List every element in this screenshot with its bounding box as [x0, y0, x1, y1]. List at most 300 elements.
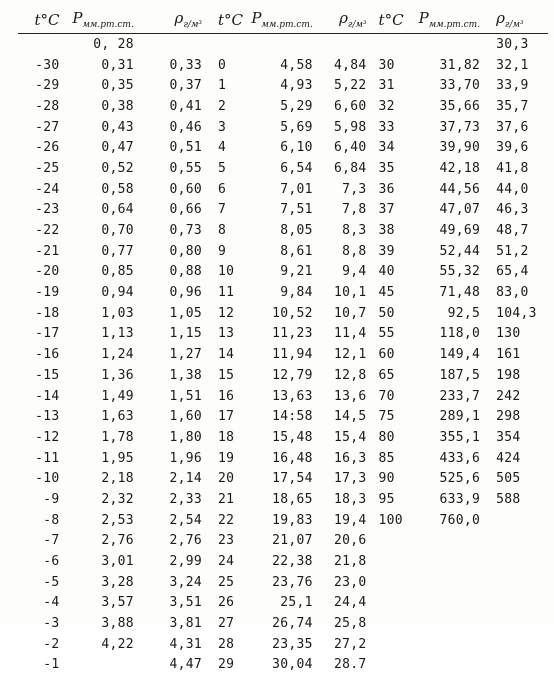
- density-cell: 3,51: [142, 593, 212, 614]
- pressure-cell: 21,07: [249, 531, 319, 552]
- density-cell: 10,1: [319, 282, 375, 303]
- pressure-cell: 49,69: [416, 220, 488, 241]
- pressure-cell: 9,21: [249, 262, 319, 283]
- density-cell: 24,4: [319, 593, 375, 614]
- temp-cell: -13: [18, 406, 65, 427]
- col-header-density: $\rho_{г/м^3}$: [319, 6, 375, 34]
- temp-cell: 65: [375, 365, 416, 386]
- temp-cell: 11: [212, 282, 249, 303]
- temp-cell: 7: [212, 200, 249, 221]
- density-cell: 0,66: [142, 200, 212, 221]
- table-row: [18, 220, 548, 241]
- temp-cell: -14: [18, 386, 65, 407]
- temp-cell: 27: [212, 613, 249, 634]
- density-cell: 242: [488, 386, 548, 407]
- pressure-cell: 0,70: [65, 220, 141, 241]
- pressure-cell: 31,82: [416, 55, 488, 76]
- pressure-cell: 13,63: [249, 386, 319, 407]
- pressure-cell: 22,38: [249, 551, 319, 572]
- temp-cell: -15: [18, 365, 65, 386]
- pressure-cell: 11,23: [249, 324, 319, 345]
- pressure-cell: 71,48: [416, 282, 488, 303]
- temp-cell: 2: [212, 96, 249, 117]
- temp-cell: -30: [18, 55, 65, 76]
- temp-cell: -24: [18, 179, 65, 200]
- pressure-cell: 4,93: [249, 75, 319, 96]
- pressure-cell: 6,10: [249, 137, 319, 158]
- temp-cell: [375, 572, 416, 593]
- density-cell: 0,60: [142, 179, 212, 200]
- pressure-cell: 18,65: [249, 489, 319, 510]
- pressure-cell: 1,03: [65, 303, 141, 324]
- temp-cell: -2: [18, 634, 65, 655]
- temp-cell: 29: [212, 655, 249, 675]
- temp-cell: 75: [375, 406, 416, 427]
- density-cell: [319, 34, 375, 55]
- temp-cell: [375, 34, 416, 55]
- temp-cell: -4: [18, 593, 65, 614]
- temp-cell: 17: [212, 406, 249, 427]
- pressure-cell: 6,54: [249, 158, 319, 179]
- temp-cell: [18, 34, 65, 55]
- temp-cell: [375, 551, 416, 572]
- density-cell: 17,3: [319, 468, 375, 489]
- pressure-cell: [249, 34, 319, 55]
- table-row: [18, 200, 548, 221]
- pressure-cell: 5,29: [249, 96, 319, 117]
- pressure-cell: 1,36: [65, 365, 141, 386]
- density-cell: 2,54: [142, 510, 212, 531]
- pressure-cell: [416, 551, 488, 572]
- pressure-cell: 187,5: [416, 365, 488, 386]
- temp-cell: 80: [375, 427, 416, 448]
- temp-cell: 50: [375, 303, 416, 324]
- temp-cell: 22: [212, 510, 249, 531]
- density-cell: 6,60: [319, 96, 375, 117]
- temp-cell: 95: [375, 489, 416, 510]
- density-cell: 0,73: [142, 220, 212, 241]
- pressure-cell: 3,28: [65, 572, 141, 593]
- pressure-cell: 47,07: [416, 200, 488, 221]
- pressure-cell: 0,38: [65, 96, 141, 117]
- pressure-cell: [416, 634, 488, 655]
- temp-cell: 14: [212, 344, 249, 365]
- density-cell: 21,8: [319, 551, 375, 572]
- pressure-cell: 0, 28: [65, 34, 141, 55]
- table-row: [18, 510, 548, 531]
- density-cell: 588: [488, 489, 548, 510]
- temp-cell: 90: [375, 468, 416, 489]
- temp-cell: 16: [212, 386, 249, 407]
- table-row: [18, 241, 548, 262]
- pressure-cell: 44,56: [416, 179, 488, 200]
- pressure-cell: 39,90: [416, 137, 488, 158]
- density-cell: 5,22: [319, 75, 375, 96]
- pressure-cell: 7,01: [249, 179, 319, 200]
- table-row: [18, 158, 548, 179]
- table-row: [18, 282, 548, 303]
- density-cell: 6,84: [319, 158, 375, 179]
- density-cell: 505: [488, 468, 548, 489]
- density-cell: [488, 551, 548, 572]
- density-cell: 12,1: [319, 344, 375, 365]
- temp-cell: -29: [18, 75, 65, 96]
- density-cell: 1,27: [142, 344, 212, 365]
- pressure-cell: [416, 572, 488, 593]
- temp-cell: 21: [212, 489, 249, 510]
- pressure-cell: 19,83: [249, 510, 319, 531]
- table-row: [18, 386, 548, 407]
- density-cell: 2,76: [142, 531, 212, 552]
- table-row: [18, 427, 548, 448]
- pressure-cell: 1,95: [65, 448, 141, 469]
- temp-cell: 31: [375, 75, 416, 96]
- density-cell: 6,40: [319, 137, 375, 158]
- temp-cell: -3: [18, 613, 65, 634]
- density-cell: 23,0: [319, 572, 375, 593]
- pressure-cell: 15,48: [249, 427, 319, 448]
- pressure-cell: 23,35: [249, 634, 319, 655]
- density-cell: 20,6: [319, 531, 375, 552]
- temp-cell: 25: [212, 572, 249, 593]
- temp-cell: 1: [212, 75, 249, 96]
- pressure-cell: 52,44: [416, 241, 488, 262]
- temp-cell: 55: [375, 324, 416, 345]
- temp-cell: 12: [212, 303, 249, 324]
- table-row: [18, 448, 548, 469]
- table-row: [18, 117, 548, 138]
- density-cell: [488, 634, 548, 655]
- col-header-temp: t°C: [375, 6, 416, 34]
- temp-cell: 35: [375, 158, 416, 179]
- density-cell: 1,80: [142, 427, 212, 448]
- pressure-cell: 0,58: [65, 179, 141, 200]
- table-row: [18, 365, 548, 386]
- table-row: [18, 531, 548, 552]
- density-cell: 3,24: [142, 572, 212, 593]
- temp-cell: 9: [212, 241, 249, 262]
- density-cell: 130: [488, 324, 548, 345]
- density-cell: [488, 655, 548, 675]
- density-cell: 51,2: [488, 241, 548, 262]
- pressure-cell: 0,77: [65, 241, 141, 262]
- temp-cell: -9: [18, 489, 65, 510]
- density-cell: 5,98: [319, 117, 375, 138]
- col-header-density: $\rho_{г/м^3}$: [142, 6, 212, 34]
- pressure-cell: 17,54: [249, 468, 319, 489]
- pressure-cell: 1,49: [65, 386, 141, 407]
- temp-cell: 45: [375, 282, 416, 303]
- pressure-cell: 2,18: [65, 468, 141, 489]
- density-cell: 14,5: [319, 406, 375, 427]
- temp-cell: 20: [212, 468, 249, 489]
- density-cell: 7,8: [319, 200, 375, 221]
- density-cell: 25,8: [319, 613, 375, 634]
- temp-cell: 23: [212, 531, 249, 552]
- table-body: [18, 34, 548, 675]
- temp-cell: 3: [212, 117, 249, 138]
- temp-cell: [375, 634, 416, 655]
- temp-cell: 40: [375, 262, 416, 283]
- temp-cell: 32: [375, 96, 416, 117]
- pressure-cell: 2,32: [65, 489, 141, 510]
- table-row: [18, 572, 548, 593]
- density-cell: 48,7: [488, 220, 548, 241]
- density-cell: 1,96: [142, 448, 212, 469]
- pressure-cell: 23,76: [249, 572, 319, 593]
- temp-cell: [375, 531, 416, 552]
- temp-cell: [375, 655, 416, 675]
- temp-cell: 13: [212, 324, 249, 345]
- pressure-cell: 0,31: [65, 55, 141, 76]
- density-cell: [488, 572, 548, 593]
- pressure-cell: 1,24: [65, 344, 141, 365]
- temp-cell: -19: [18, 282, 65, 303]
- pressure-cell: 0,52: [65, 158, 141, 179]
- pressure-cell: 33,70: [416, 75, 488, 96]
- pressure-cell: 3,88: [65, 613, 141, 634]
- pressure-cell: 4,22: [65, 634, 141, 655]
- pressure-cell: 14:58: [249, 406, 319, 427]
- temp-cell: 70: [375, 386, 416, 407]
- density-cell: 13,6: [319, 386, 375, 407]
- temp-cell: 4: [212, 137, 249, 158]
- density-cell: 83,0: [488, 282, 548, 303]
- density-cell: 0,33: [142, 55, 212, 76]
- pressure-cell: 10,52: [249, 303, 319, 324]
- density-cell: 0,41: [142, 96, 212, 117]
- table-row: [18, 262, 548, 283]
- density-cell: 4,84: [319, 55, 375, 76]
- vapor-pressure-table: [18, 6, 548, 675]
- pressure-cell: 3,01: [65, 551, 141, 572]
- pressure-cell: 1,13: [65, 324, 141, 345]
- pressure-cell: 633,9: [416, 489, 488, 510]
- table-row: [18, 489, 548, 510]
- density-cell: 161: [488, 344, 548, 365]
- temp-cell: 33: [375, 117, 416, 138]
- pressure-cell: 5,69: [249, 117, 319, 138]
- temp-cell: 6: [212, 179, 249, 200]
- table-row: [18, 303, 548, 324]
- table-row: [18, 55, 548, 76]
- temp-cell: 19: [212, 448, 249, 469]
- pressure-cell: [416, 593, 488, 614]
- pressure-cell: 1,63: [65, 406, 141, 427]
- density-cell: 46,3: [488, 200, 548, 221]
- pressure-cell: 0,94: [65, 282, 141, 303]
- density-cell: 11,4: [319, 324, 375, 345]
- pressure-cell: 37,73: [416, 117, 488, 138]
- pressure-cell: 433,6: [416, 448, 488, 469]
- table-row: [18, 406, 548, 427]
- density-cell: 4,31: [142, 634, 212, 655]
- pressure-cell: 42,18: [416, 158, 488, 179]
- temp-cell: 30: [375, 55, 416, 76]
- pressure-cell: 3,57: [65, 593, 141, 614]
- pressure-cell: [416, 531, 488, 552]
- density-cell: 8,8: [319, 241, 375, 262]
- pressure-cell: 92,5: [416, 303, 488, 324]
- density-cell: 2,33: [142, 489, 212, 510]
- table-row: [18, 593, 548, 614]
- density-cell: 35,7: [488, 96, 548, 117]
- temp-cell: -21: [18, 241, 65, 262]
- temp-cell: 34: [375, 137, 416, 158]
- temp-cell: 0: [212, 55, 249, 76]
- temp-cell: 85: [375, 448, 416, 469]
- temp-cell: 38: [375, 220, 416, 241]
- temp-cell: -10: [18, 468, 65, 489]
- table-row: [18, 137, 548, 158]
- temp-cell: -5: [18, 572, 65, 593]
- density-cell: 4,47: [142, 655, 212, 675]
- density-cell: [488, 593, 548, 614]
- temp-cell: [212, 34, 249, 55]
- temp-cell: -20: [18, 262, 65, 283]
- pressure-cell: 55,32: [416, 262, 488, 283]
- pressure-cell: 0,43: [65, 117, 141, 138]
- col-header-density: $\rho_{г/м^3}$: [488, 6, 548, 34]
- pressure-cell: [416, 655, 488, 675]
- table-row: [18, 344, 548, 365]
- pressure-cell: 11,94: [249, 344, 319, 365]
- pressure-cell: 0,35: [65, 75, 141, 96]
- pressure-cell: 4,58: [249, 55, 319, 76]
- temp-cell: 60: [375, 344, 416, 365]
- density-cell: 32,1: [488, 55, 548, 76]
- temp-cell: 15: [212, 365, 249, 386]
- density-cell: 9,4: [319, 262, 375, 283]
- pressure-cell: 7,51: [249, 200, 319, 221]
- pressure-cell: 30,04: [249, 655, 319, 675]
- density-cell: 104,3: [488, 303, 548, 324]
- temp-cell: -7: [18, 531, 65, 552]
- pressure-cell: 2,53: [65, 510, 141, 531]
- pressure-cell: 2,76: [65, 531, 141, 552]
- temp-cell: -12: [18, 427, 65, 448]
- table-row: [18, 96, 548, 117]
- density-cell: 0,96: [142, 282, 212, 303]
- table-row: [18, 34, 548, 55]
- table-row: [18, 75, 548, 96]
- density-cell: 1,05: [142, 303, 212, 324]
- col-header-pressure: $P_{мм.рт.ст.}$: [416, 6, 488, 34]
- density-cell: 16,3: [319, 448, 375, 469]
- density-cell: 354: [488, 427, 548, 448]
- temp-cell: -18: [18, 303, 65, 324]
- temp-cell: [375, 593, 416, 614]
- density-cell: 1,15: [142, 324, 212, 345]
- temp-cell: 36: [375, 179, 416, 200]
- density-cell: 2,14: [142, 468, 212, 489]
- density-cell: 198: [488, 365, 548, 386]
- pressure-cell: 289,1: [416, 406, 488, 427]
- col-header-pressure: $P_{мм.рт.ст.}$: [65, 6, 141, 34]
- pressure-cell: 25,1: [249, 593, 319, 614]
- pressure-cell: 35,66: [416, 96, 488, 117]
- pressure-cell: 355,1: [416, 427, 488, 448]
- density-cell: [488, 531, 548, 552]
- temp-cell: 26: [212, 593, 249, 614]
- density-cell: 0,37: [142, 75, 212, 96]
- density-cell: [488, 510, 548, 531]
- pressure-cell: [416, 34, 488, 55]
- density-cell: 8,3: [319, 220, 375, 241]
- temp-cell: 8: [212, 220, 249, 241]
- temp-cell: -1: [18, 655, 65, 675]
- density-cell: 1,38: [142, 365, 212, 386]
- density-cell: 1,51: [142, 386, 212, 407]
- density-cell: 424: [488, 448, 548, 469]
- density-cell: 0,80: [142, 241, 212, 262]
- density-cell: 0,46: [142, 117, 212, 138]
- temp-cell: -23: [18, 200, 65, 221]
- temp-cell: 37: [375, 200, 416, 221]
- pressure-cell: 8,05: [249, 220, 319, 241]
- temp-cell: -8: [18, 510, 65, 531]
- density-cell: 12,8: [319, 365, 375, 386]
- density-cell: [142, 34, 212, 55]
- density-cell: 65,4: [488, 262, 548, 283]
- pressure-cell: 149,4: [416, 344, 488, 365]
- density-cell: 0,51: [142, 137, 212, 158]
- pressure-cell: 1,78: [65, 427, 141, 448]
- table-row: [18, 655, 548, 675]
- temp-cell: -28: [18, 96, 65, 117]
- temp-cell: -17: [18, 324, 65, 345]
- pressure-cell: 16,48: [249, 448, 319, 469]
- col-header-temp: t°C: [18, 6, 65, 34]
- col-header-pressure: $P_{мм.рт.ст.}$: [249, 6, 319, 34]
- density-cell: 18,3: [319, 489, 375, 510]
- pressure-cell: 8,61: [249, 241, 319, 262]
- pressure-cell: 233,7: [416, 386, 488, 407]
- density-cell: 28.7: [319, 655, 375, 675]
- pressure-cell: 26,74: [249, 613, 319, 634]
- temp-cell: -22: [18, 220, 65, 241]
- density-cell: 2,99: [142, 551, 212, 572]
- table-row: [18, 468, 548, 489]
- pressure-cell: 0,85: [65, 262, 141, 283]
- temp-cell: 10: [212, 262, 249, 283]
- density-cell: 7,3: [319, 179, 375, 200]
- density-cell: 44,0: [488, 179, 548, 200]
- pressure-cell: [65, 655, 141, 675]
- pressure-cell: 760,0: [416, 510, 488, 531]
- pressure-cell: 118,0: [416, 324, 488, 345]
- pressure-cell: 0,47: [65, 137, 141, 158]
- table-row: [18, 551, 548, 572]
- temp-cell: -26: [18, 137, 65, 158]
- temp-cell: 100: [375, 510, 416, 531]
- temp-cell: 18: [212, 427, 249, 448]
- pressure-cell: 12,79: [249, 365, 319, 386]
- pressure-cell: 0,64: [65, 200, 141, 221]
- pressure-cell: 525,6: [416, 468, 488, 489]
- temp-cell: -6: [18, 551, 65, 572]
- density-cell: 10,7: [319, 303, 375, 324]
- density-cell: 37,6: [488, 117, 548, 138]
- density-cell: 27,2: [319, 634, 375, 655]
- density-cell: 41,8: [488, 158, 548, 179]
- temp-cell: 28: [212, 634, 249, 655]
- temp-cell: 24: [212, 551, 249, 572]
- density-cell: 0,88: [142, 262, 212, 283]
- density-cell: 0,55: [142, 158, 212, 179]
- table-row: [18, 634, 548, 655]
- temp-cell: -27: [18, 117, 65, 138]
